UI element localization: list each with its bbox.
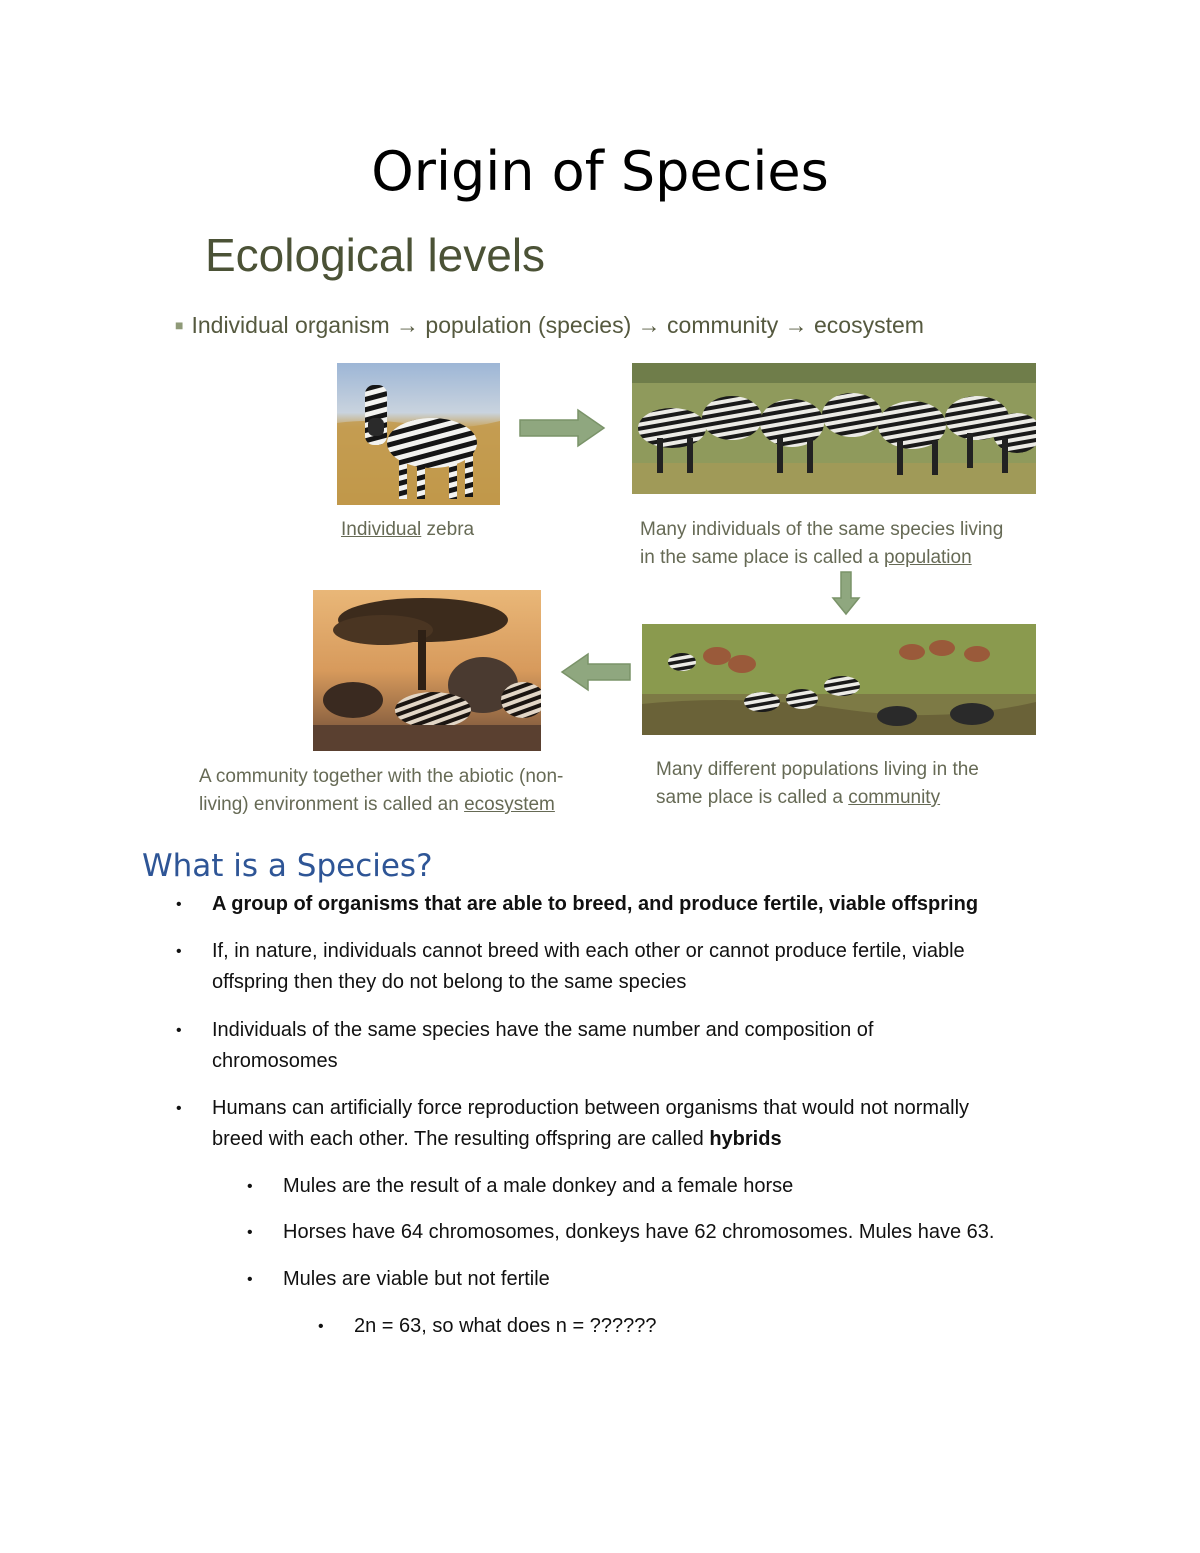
list-item bbox=[176, 1093, 969, 1155]
document-title: Origin of Species bbox=[371, 140, 829, 203]
caption-population-line1: Many individuals of the same species living bbox=[640, 519, 1004, 540]
list-item-text: Individuals of the same species have the same number and composition of bbox=[212, 1019, 874, 1041]
term-population: population bbox=[883, 547, 972, 568]
caption-ecosystem-line1: A community together with the abiotic (non- bbox=[199, 766, 564, 787]
list-item-text: Humans can artificially force reproduction between organisms that would not normally bbox=[212, 1097, 970, 1119]
list-item-text: Horses have 64 chromosomes, donkeys have 62 chromosomes. Mules have 63. bbox=[283, 1221, 995, 1243]
caption-ecosystem-line2: living) environment is called an bbox=[199, 794, 465, 815]
individual-zebra-photo bbox=[337, 363, 500, 505]
bullet-marker: • bbox=[176, 1022, 182, 1039]
list-item-text: chromosomes bbox=[212, 1050, 338, 1072]
bullet-marker: • bbox=[318, 1318, 324, 1335]
bullet-marker: • bbox=[176, 1100, 182, 1117]
slide-heading: Ecological levels bbox=[205, 229, 546, 281]
bullet-marker: ■ bbox=[175, 317, 184, 333]
list-item-text bbox=[212, 1124, 969, 1155]
list-item-text: Mules are the result of a male donkey and a female horse bbox=[283, 1175, 794, 1197]
list-item-text: A group of organisms that are able to breed, and produce fertile, viable offspring bbox=[212, 893, 979, 915]
caption-population-line2: in the same place is called a bbox=[640, 547, 884, 568]
list-item bbox=[176, 889, 978, 920]
population-zebra-herd-photo bbox=[632, 363, 1036, 494]
bullet-marker: • bbox=[176, 896, 182, 913]
list-item bbox=[176, 936, 965, 998]
list-item-text: Mules are viable but not fertile bbox=[283, 1268, 550, 1290]
bullet-marker: • bbox=[176, 943, 182, 960]
list-item-text: offspring then they do not belong to the same species bbox=[212, 971, 687, 993]
term-ecosystem: ecosystem bbox=[464, 794, 555, 815]
term-hybrids: hybrids bbox=[709, 1128, 782, 1150]
term-individual: Individual bbox=[341, 519, 422, 540]
section-heading: What is a Species? bbox=[142, 848, 433, 884]
list-item-text-part: breed with each other. The resulting offspring are called bbox=[212, 1128, 710, 1150]
slide-bullet bbox=[175, 312, 924, 339]
caption-individual bbox=[341, 516, 474, 544]
caption-ecosystem bbox=[199, 763, 563, 819]
bullet-marker: • bbox=[247, 1224, 253, 1241]
list-item-text: 2n = 63, so what does n = ?????? bbox=[354, 1315, 657, 1337]
bullet-marker: • bbox=[247, 1178, 253, 1195]
caption-community bbox=[656, 756, 979, 812]
slide-bullet-text: Individual organism → population (species) → community → ecosystem bbox=[191, 312, 924, 338]
arrow-right-icon bbox=[518, 408, 606, 448]
arrow-down-icon bbox=[831, 570, 861, 616]
caption-community-line1: Many different populations living in the bbox=[656, 759, 979, 780]
list-item bbox=[176, 1015, 873, 1077]
list-item bbox=[247, 1217, 994, 1248]
list-item bbox=[247, 1171, 793, 1202]
caption-community-line2: same place is called a bbox=[656, 787, 849, 808]
caption-population bbox=[640, 516, 1003, 572]
list-item bbox=[318, 1311, 656, 1342]
arrow-left-icon bbox=[560, 652, 632, 692]
community-savanna-photo bbox=[642, 624, 1036, 735]
term-community: community bbox=[848, 787, 941, 808]
list-item-text: If, in nature, individuals cannot breed with each other or cannot produce fertile, viable bbox=[212, 940, 965, 962]
list-item bbox=[247, 1264, 550, 1295]
bullet-marker: • bbox=[247, 1271, 253, 1288]
ecosystem-savanna-photo bbox=[313, 590, 541, 751]
caption-individual-text: zebra bbox=[421, 519, 475, 540]
